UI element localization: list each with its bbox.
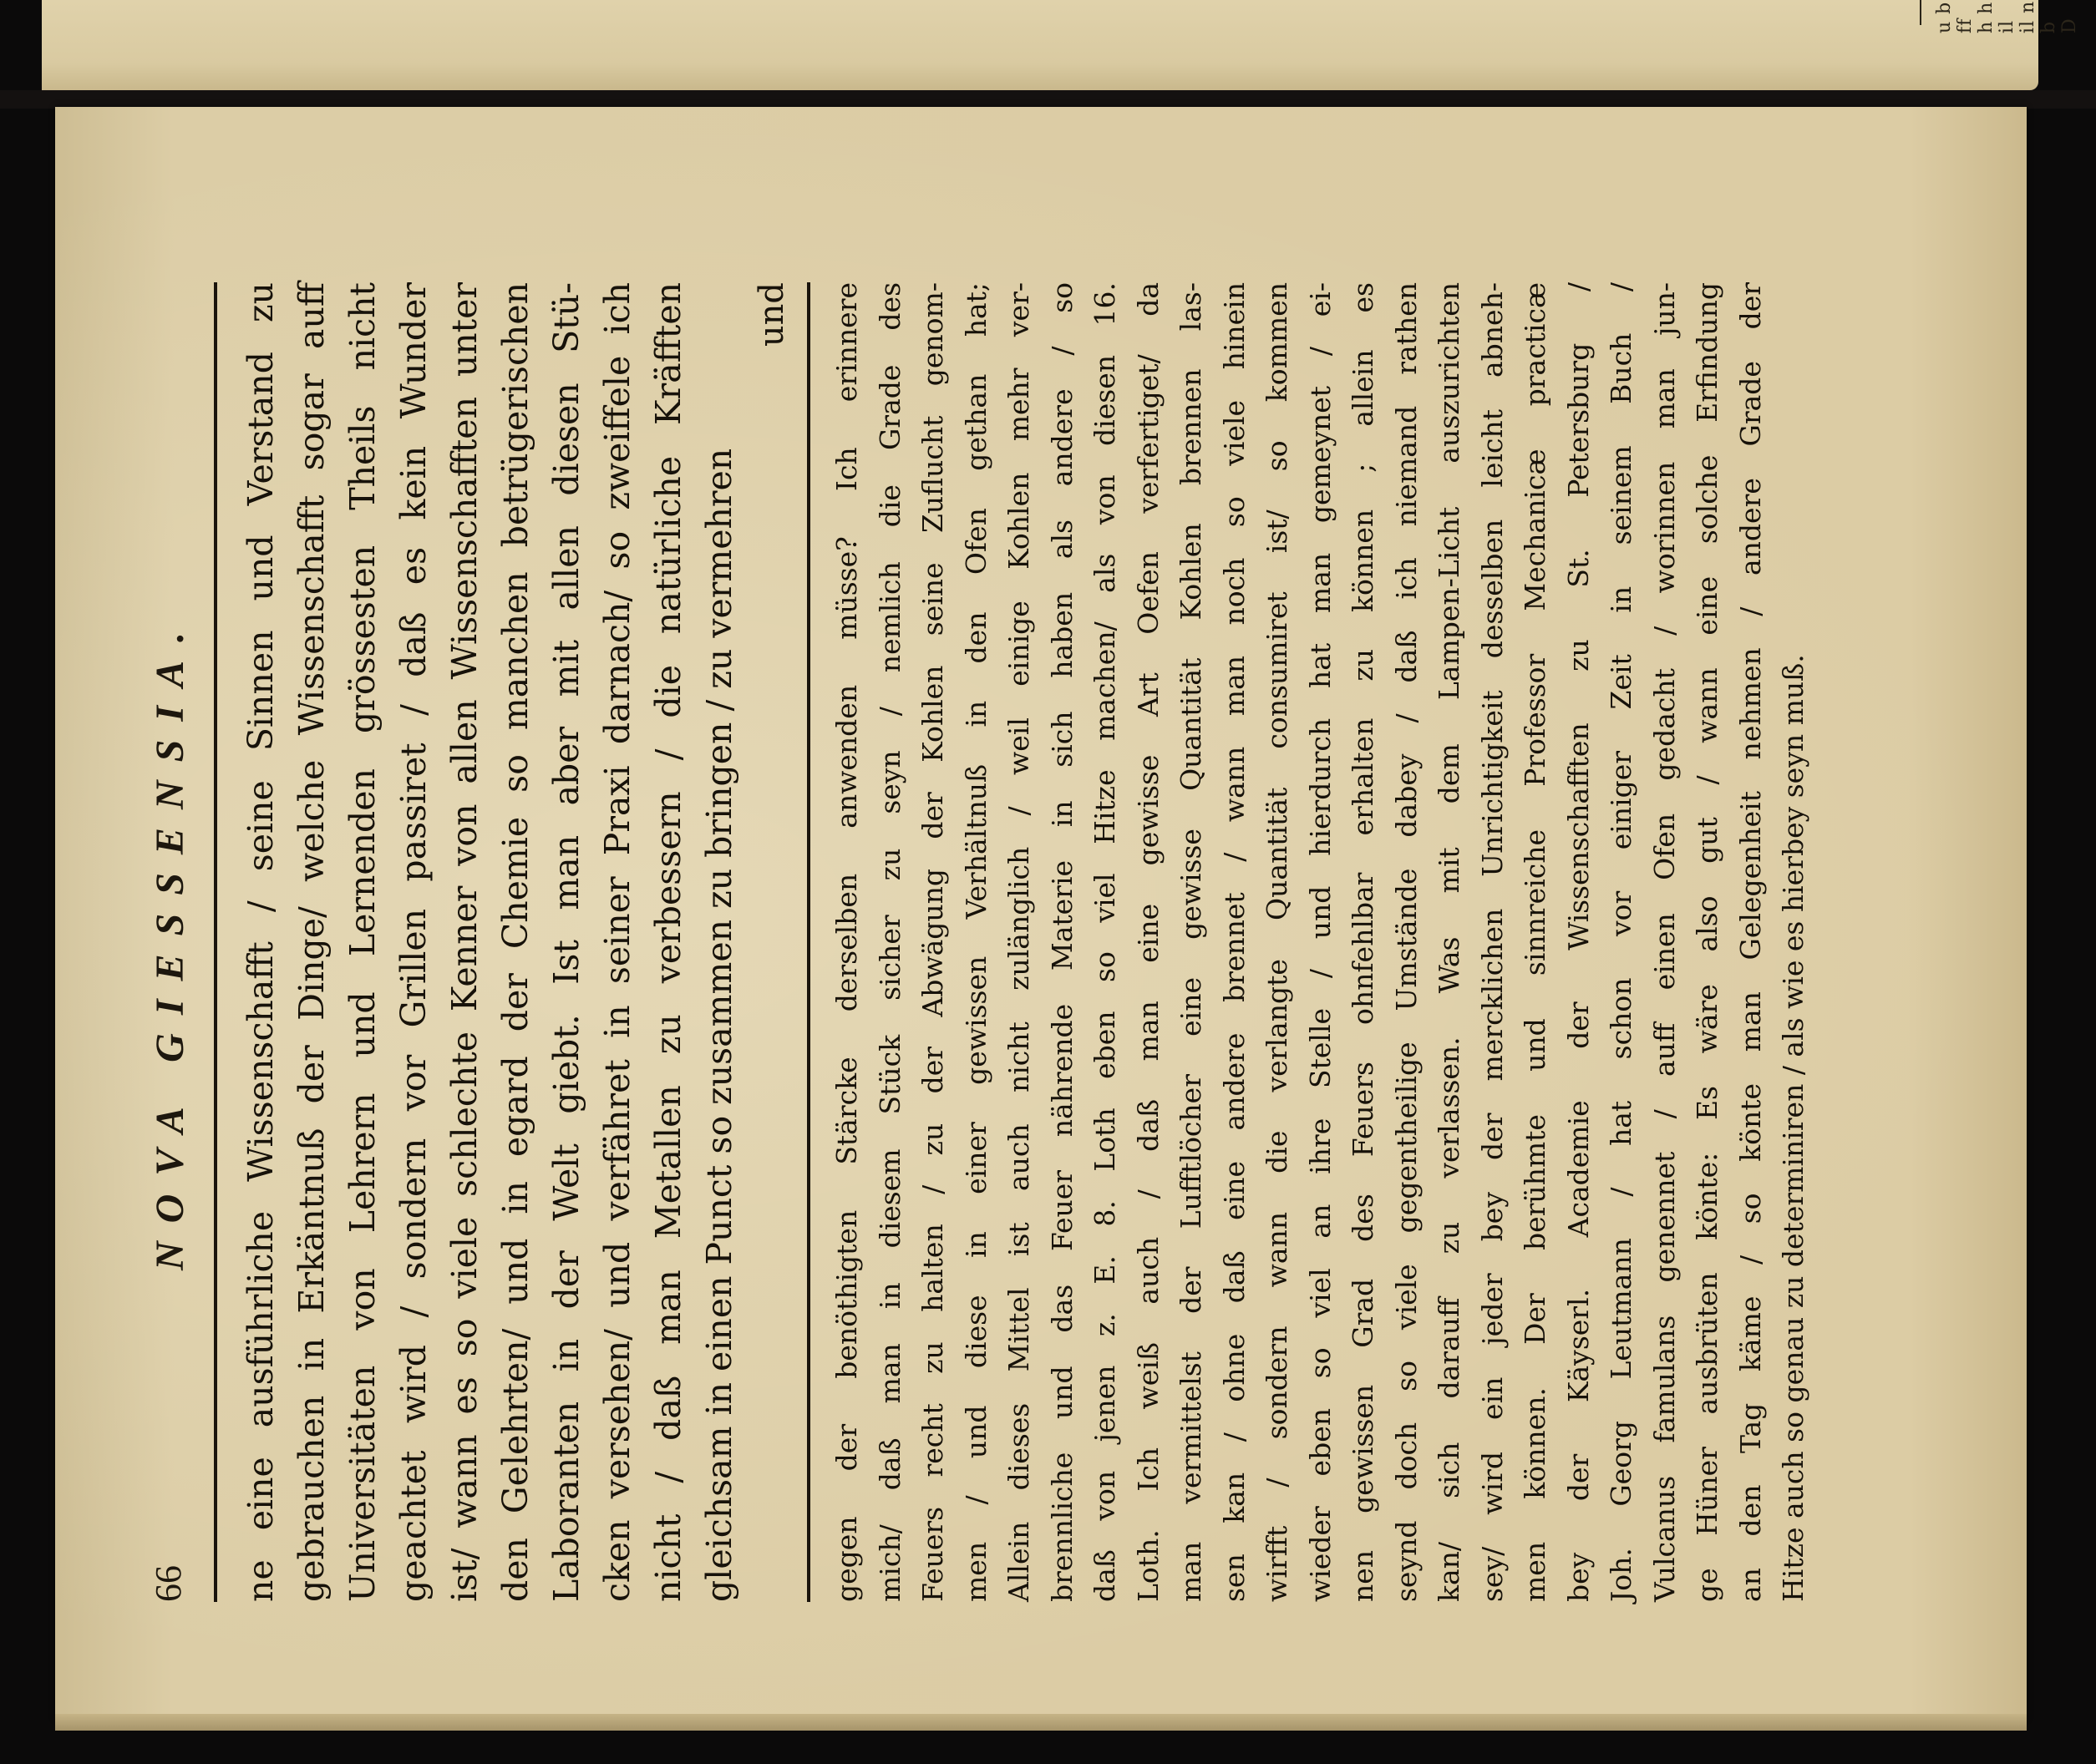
section-divider — [807, 282, 810, 1602]
paragraph-continued — [236, 282, 745, 1602]
rotated-text-block — [55, 107, 2027, 1727]
text-line: bey der Käyserl. Academie der Wissenschafften zu St. Petersburg / — [1561, 282, 1595, 1602]
text-line: Feuers recht zu halten / zu der Abwägung der Kohlen seine Zuflucht genom- — [916, 282, 949, 1602]
text-line: an den Tag käme / so könte man Gelegenheit nehmen / andere Grade der — [1733, 282, 1767, 1602]
text-line: geachtet wird / sondern vor Grillen passiret / daß es kein Wunder — [393, 282, 434, 1602]
text-line: mich/ daß man in diesem Stück sicher zu seyn / nemlich die Grade des — [873, 282, 906, 1602]
text-line: kan/ sich darauff zu verlassen. Was mit dem Lampen-Licht auszurichten — [1433, 282, 1465, 1602]
text-line: Vulcanus famulans genennet / auff einen Ofen gedacht / worinnen man jun- — [1647, 282, 1681, 1602]
text-line: sey/ wird ein jeder bey der mercklichen Unrichtigkeit desselben leicht abneh- — [1475, 282, 1509, 1602]
text-line: ne eine ausführliche Wissenschafft / seine Sinnen und Verstand zu — [241, 282, 281, 1602]
text-line: nicht / daß man Metallen zu verbessern / die natürliche Kräfften — [648, 282, 688, 1602]
text-line: gebrauchen in Erkäntnuß der Dinge/ welche Wissenschafft sogar auff — [292, 282, 332, 1602]
page-content — [139, 282, 1815, 1602]
text-line: wirfft / sondern wann die verlangte Quantität consumiret ist/ so kommen — [1261, 282, 1293, 1602]
text-line: Loth. Ich weiß auch / daß man eine gewisse Art Oefen verfertiget/ da — [1131, 282, 1165, 1602]
page-number: 66 — [148, 1565, 189, 1602]
next-page-text-fragment: u b ff h h il il n b D — [1934, 0, 2080, 33]
text-line: gegen der benöthigten Stärcke derselben anwenden müsse? Ich erinnere — [830, 282, 863, 1602]
text-line: ge Hüner ausbrüten könte: Es wäre also gut / wann eine solche Erfindung — [1691, 282, 1723, 1602]
running-title: NOVA GIESSENSIA. — [148, 614, 192, 1270]
text-line: gleichsam in einen Punct so zusammen zu bringen / zu vermehren — [699, 448, 739, 1602]
text-line: men können. Der berühmte und sinnreiche Professor Mechanicæ practicæ — [1519, 282, 1551, 1602]
paragraph-second — [825, 282, 1815, 1602]
text-line: sen kan / ohne daß eine andere brennet / wann man noch so viele hinein — [1217, 282, 1251, 1602]
text-line: seynd doch so viele gegentheilige Umstände dabey / daß ich niemand rathen — [1389, 282, 1423, 1602]
text-line: nen gewissen Grad des Feuers ohnfehlbar erhalten zu können ; allein es — [1347, 282, 1379, 1602]
next-page-edge — [42, 0, 2080, 90]
text-line: daß von jenen z. E. 8. Loth eben so viel Hitze machen/ als von diesen 16. — [1089, 282, 1121, 1602]
next-page-rule — [1920, 0, 1921, 25]
book-binding — [0, 90, 2096, 109]
text-line: man vermittelst der Lufftlöcher eine gewisse Quantität Kohlen brennen las- — [1175, 282, 1207, 1602]
text-line: men / und diese in einer gewissen Verhältnuß in den Ofen gethan hat; — [959, 282, 992, 1602]
text-line: cken versehen/ und verfähret in seiner Praxi darnach/ so zweiffele ich — [597, 282, 637, 1602]
text-line: brennliche und das Feuer nährende Materie in sich haben als andere / so — [1045, 282, 1078, 1602]
text-line: Laboranten in der Welt giebt. Ist man aber mit allen diesen Stü- — [546, 282, 586, 1602]
text-line: ist/ wann es so viele schlechte Kenner von allen Wissenschafften unter — [444, 282, 485, 1602]
page-header — [139, 282, 217, 1602]
catchword: und — [753, 282, 791, 347]
text-line: Allein dieses Mittel ist auch nicht zulänglich / weil einige Kohlen mehr ver- — [1002, 282, 1035, 1602]
text-line: wieder eben so viel an ihre Stelle / und hierdurch hat man gemeynet / ei- — [1303, 282, 1337, 1602]
text-line: Universitäten von Lehrern und Lernenden grössesten Theils nicht — [343, 282, 383, 1602]
text-line: Hitze auch so genau zu determiniren / als wie es hierbey seyn muß. — [1777, 654, 1809, 1602]
text-line: den Gelehrten/ und in egard der Chemie so manchen betrügerischen — [495, 282, 535, 1602]
text-line: Joh. Georg Leutmann / hat schon vor einiger Zeit in seinem Buch / — [1605, 282, 1637, 1602]
